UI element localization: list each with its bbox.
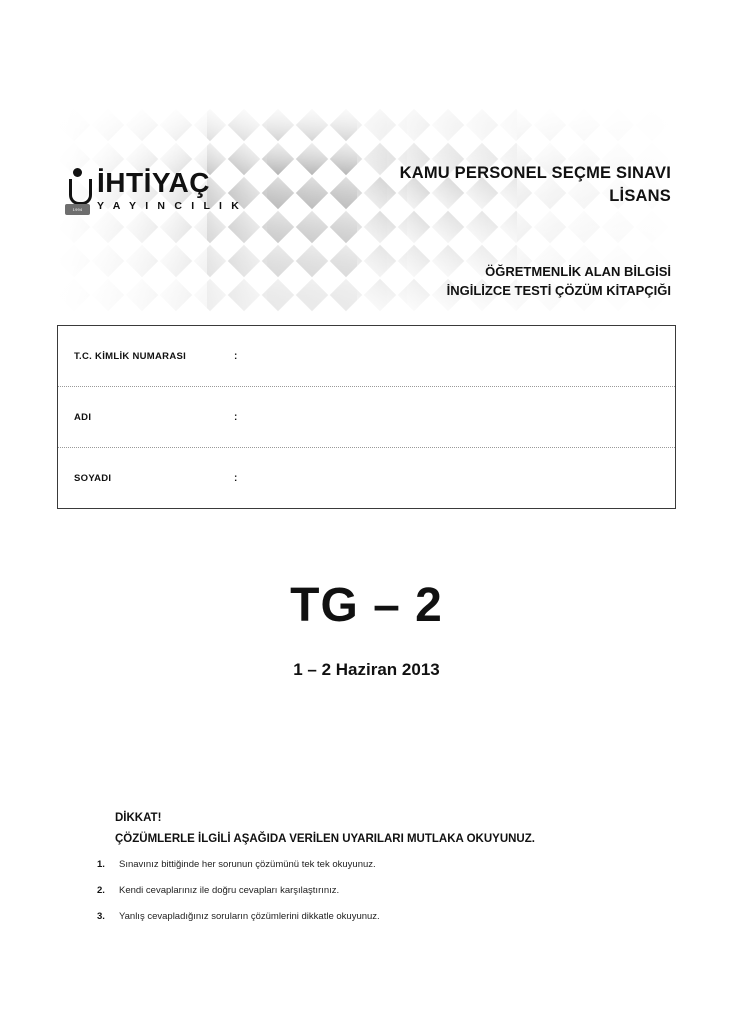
identity-label-tc: T.C. KİMLİK NUMARASI (74, 350, 187, 362)
identity-row-tc (58, 326, 675, 387)
logo-title: İHTİYAÇ (97, 167, 210, 198)
list-item (97, 859, 675, 871)
identity-colon-tc: : (234, 350, 238, 362)
logo-subtitle: Y A Y I N C I L I K (97, 200, 243, 212)
booklet-code: TG – 2 (290, 579, 443, 632)
notice-heading: DİKKAT! (115, 812, 162, 824)
notice-item-text: Kendi cevaplarınız ile doğru cevapları karşılaştırınız. (119, 885, 340, 896)
logo-mark-icon (65, 168, 91, 216)
notice-item-text: Sınavınız bittiğinde her sorunun çözümünü tek tek okuyunuz. (119, 859, 376, 870)
notice-item-number: 3. (97, 911, 105, 922)
notice-subheading: ÇÖZÜMLERLE İLGİLİ AŞAĞIDA VERİLEN UYARILARI MUTLAKA OKUYUNUZ. (115, 833, 535, 845)
notice-list (97, 859, 675, 923)
logo-text-block (97, 168, 242, 212)
logo-arc-shape (69, 179, 92, 205)
booklet-title-line2: İNGİLİZCE TESTİ ÇÖZÜM KİTAPÇIĞI (446, 283, 671, 298)
identity-label-surname: SOYADI (74, 473, 112, 484)
exam-title-block (400, 162, 671, 208)
exam-title-line1: KAMU PERSONEL SEÇME SINAVI (399, 164, 671, 182)
notice-item-number: 1. (97, 859, 105, 870)
identity-label-name: ADI (74, 411, 92, 423)
notice-item-number: 2. (97, 885, 105, 896)
notice-block (97, 812, 675, 937)
identity-colon-surname: : (234, 473, 238, 484)
list-item (97, 911, 675, 923)
exam-title-line2: LİSANS (609, 187, 671, 205)
identity-colon-name: : (234, 411, 238, 423)
exam-date: 1 – 2 Haziran 2013 (293, 660, 440, 679)
booklet-title-block (447, 262, 671, 300)
booklet-title-line1: ÖĞRETMENLİK ALAN BİLGİSİ (485, 264, 671, 279)
identity-row-name (58, 387, 675, 448)
identity-row-surname (58, 448, 675, 509)
logo-dot-shape (73, 168, 82, 177)
publisher-logo (65, 168, 242, 216)
list-item (97, 885, 675, 897)
logo-year-badge: 1994 (65, 204, 90, 215)
notice-item-text: Yanlış cevapladığınız soruların çözümlerini dikkatle okuyunuz. (119, 911, 380, 922)
identity-box (57, 325, 676, 509)
